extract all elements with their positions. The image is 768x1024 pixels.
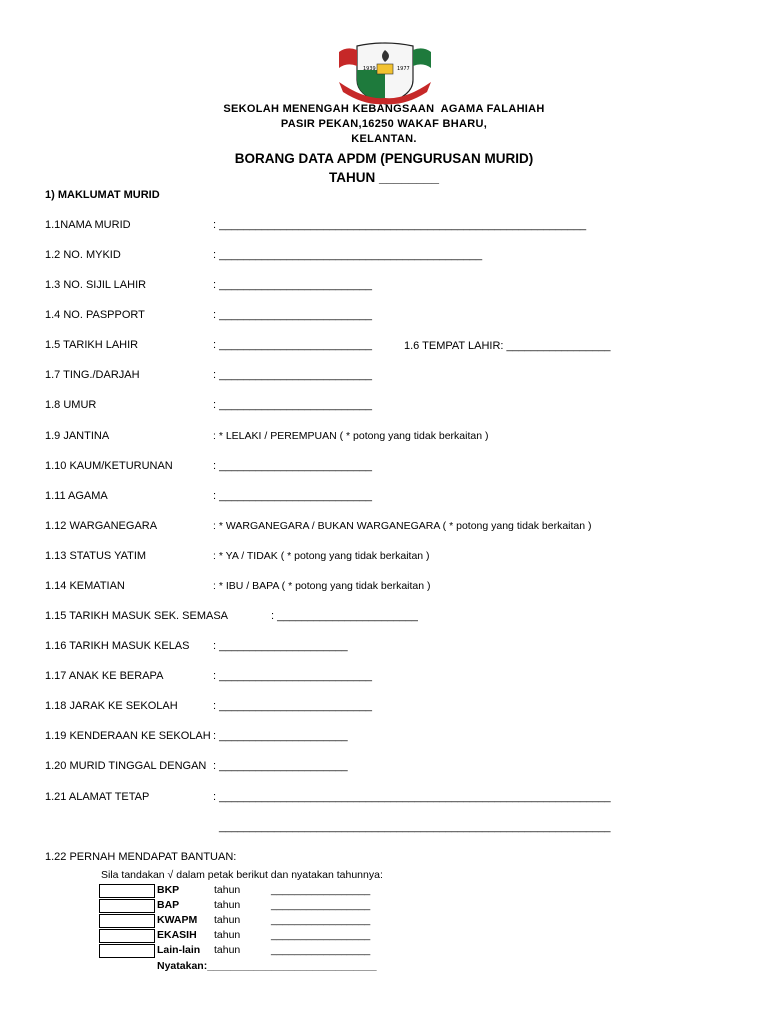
bantuan-label: 1.22 PERNAH MENDAPAT BANTUAN: [45, 851, 237, 863]
field-label: 1.5 TARIKH LAHIR [45, 339, 139, 351]
field-value[interactable]: : _____________________ [213, 640, 348, 652]
field-label: 1.11 AGAMA [45, 490, 108, 502]
bantuan-item-line[interactable]: _________________ [271, 929, 371, 941]
bantuan-item-name: KWAPM [157, 914, 198, 926]
field-label: 1.8 UMUR [45, 399, 97, 411]
school-name: SEKOLAH MENENGAH KEBANGSAAN AGAMA FALAHIAH [223, 103, 545, 115]
field-label: 1.20 MURID TINGGAL DENGAN [45, 760, 207, 772]
field-label: 1.1NAMA MURID [45, 219, 131, 231]
field-value[interactable]: : _________________________ [213, 399, 373, 411]
field-value[interactable]: : _______________________ [271, 610, 418, 622]
bantuan-instruction: Sila tandakan √ dalam petak berikut dan nyatakan tahunnya: [101, 869, 383, 881]
field-label: 1.18 JARAK KE SEKOLAH [45, 700, 178, 712]
bantuan-item-tahun: tahun [214, 929, 241, 941]
field-value[interactable]: : * WARGANEGARA / BUKAN WARGANEGARA ( * potong yang tidak berkaitan ) [213, 520, 592, 532]
bantuan-item-name: Lain-lain [157, 944, 201, 956]
field-value[interactable]: : * IBU / BAPA ( * potong yang tidak berkaitan ) [213, 580, 431, 592]
field-value-line2[interactable]: ________________________________________________________________ [219, 821, 611, 833]
checkbox-bkp[interactable] [99, 884, 155, 898]
field-label: 1.15 TARIKH MASUK SEK. SEMASA [45, 610, 228, 622]
field-value[interactable]: : * LELAKI / PEREMPUAN ( * potong yang tidak berkaitan ) [213, 430, 489, 442]
svg-text:1939: 1939 [363, 66, 376, 72]
field-value[interactable]: : * YA / TIDAK ( * potong yang tidak berkaitan ) [213, 550, 430, 562]
field-label: 1.4 NO. PASPPORT [45, 309, 145, 321]
school-crest-logo [335, 40, 435, 106]
field-value[interactable]: : ________________________________________________________________ [213, 791, 611, 803]
bantuan-item-tahun: tahun [214, 884, 241, 896]
field-value[interactable]: : _________________________ [213, 309, 373, 321]
field-value[interactable]: : _________________________ [213, 369, 373, 381]
field-value[interactable]: : _________________________ [213, 700, 373, 712]
field-value[interactable]: : _________________________ [213, 490, 373, 502]
form-title: BORANG DATA APDM (PENGURUSAN MURID) [234, 151, 534, 166]
bantuan-item-name: EKASIH [157, 929, 197, 941]
field-label: 1.16 TARIKH MASUK KELAS [45, 640, 190, 652]
field-value[interactable]: : ____________________________________________________________ [213, 219, 587, 231]
checkbox-kwapm[interactable] [99, 914, 155, 928]
field-label: 1.7 TING./DARJAH [45, 369, 140, 381]
svg-text:1977: 1977 [397, 66, 410, 72]
bantuan-item-line[interactable]: _________________ [271, 914, 371, 926]
field-label: 1.10 KAUM/KETURUNAN [45, 460, 173, 472]
school-address-line2: KELANTAN. [351, 133, 417, 145]
field-value[interactable]: : _________________________ [213, 460, 373, 472]
bantuan-item-line[interactable]: _________________ [271, 944, 371, 956]
bantuan-item-name: BAP [157, 899, 180, 911]
field-value[interactable]: : _________________________ [213, 339, 373, 351]
field-value[interactable]: : _________________________ [213, 279, 373, 291]
field-label: 1.13 STATUS YATIM [45, 550, 147, 562]
field-value[interactable]: : ___________________________________________ [213, 249, 483, 261]
field-label: 1.2 NO. MYKID [45, 249, 121, 261]
bantuan-item-tahun: tahun [214, 944, 241, 956]
bantuan-item-line[interactable]: _________________ [271, 884, 371, 896]
checkbox-ekasih[interactable] [99, 929, 155, 943]
field-label: 1.12 WARGANEGARA [45, 520, 158, 532]
field-value[interactable]: : _____________________ [213, 760, 348, 772]
field-label: 1.17 ANAK KE BERAPA [45, 670, 164, 682]
field-label: 1.9 JANTINA [45, 430, 110, 442]
field-label: 1.3 NO. SIJIL LAHIR [45, 279, 147, 291]
field-tempat-lahir[interactable]: 1.6 TEMPAT LAHIR: _________________ [404, 340, 611, 352]
bantuan-nyatakan[interactable]: Nyatakan:_____________________________ [157, 960, 377, 972]
field-value[interactable]: : _____________________ [213, 730, 348, 742]
bantuan-item-line[interactable]: _________________ [271, 899, 371, 911]
checkbox-bap[interactable] [99, 899, 155, 913]
section-title: 1) MAKLUMAT MURID [45, 189, 160, 201]
field-label: 1.19 KENDERAAN KE SEKOLAH [45, 730, 211, 742]
field-value[interactable]: : _________________________ [213, 670, 373, 682]
school-address-line1: PASIR PEKAN,16250 WAKAF BHARU, [280, 118, 488, 130]
field-label: 1.14 KEMATIAN [45, 580, 125, 592]
year-line: TAHUN ________ [328, 170, 440, 185]
field-label: 1.21 ALAMAT TETAP [45, 791, 150, 803]
bantuan-item-tahun: tahun [214, 914, 241, 926]
bantuan-item-tahun: tahun [214, 899, 241, 911]
checkbox-lain-lain[interactable] [99, 944, 155, 958]
bantuan-item-name: BKP [157, 884, 180, 896]
